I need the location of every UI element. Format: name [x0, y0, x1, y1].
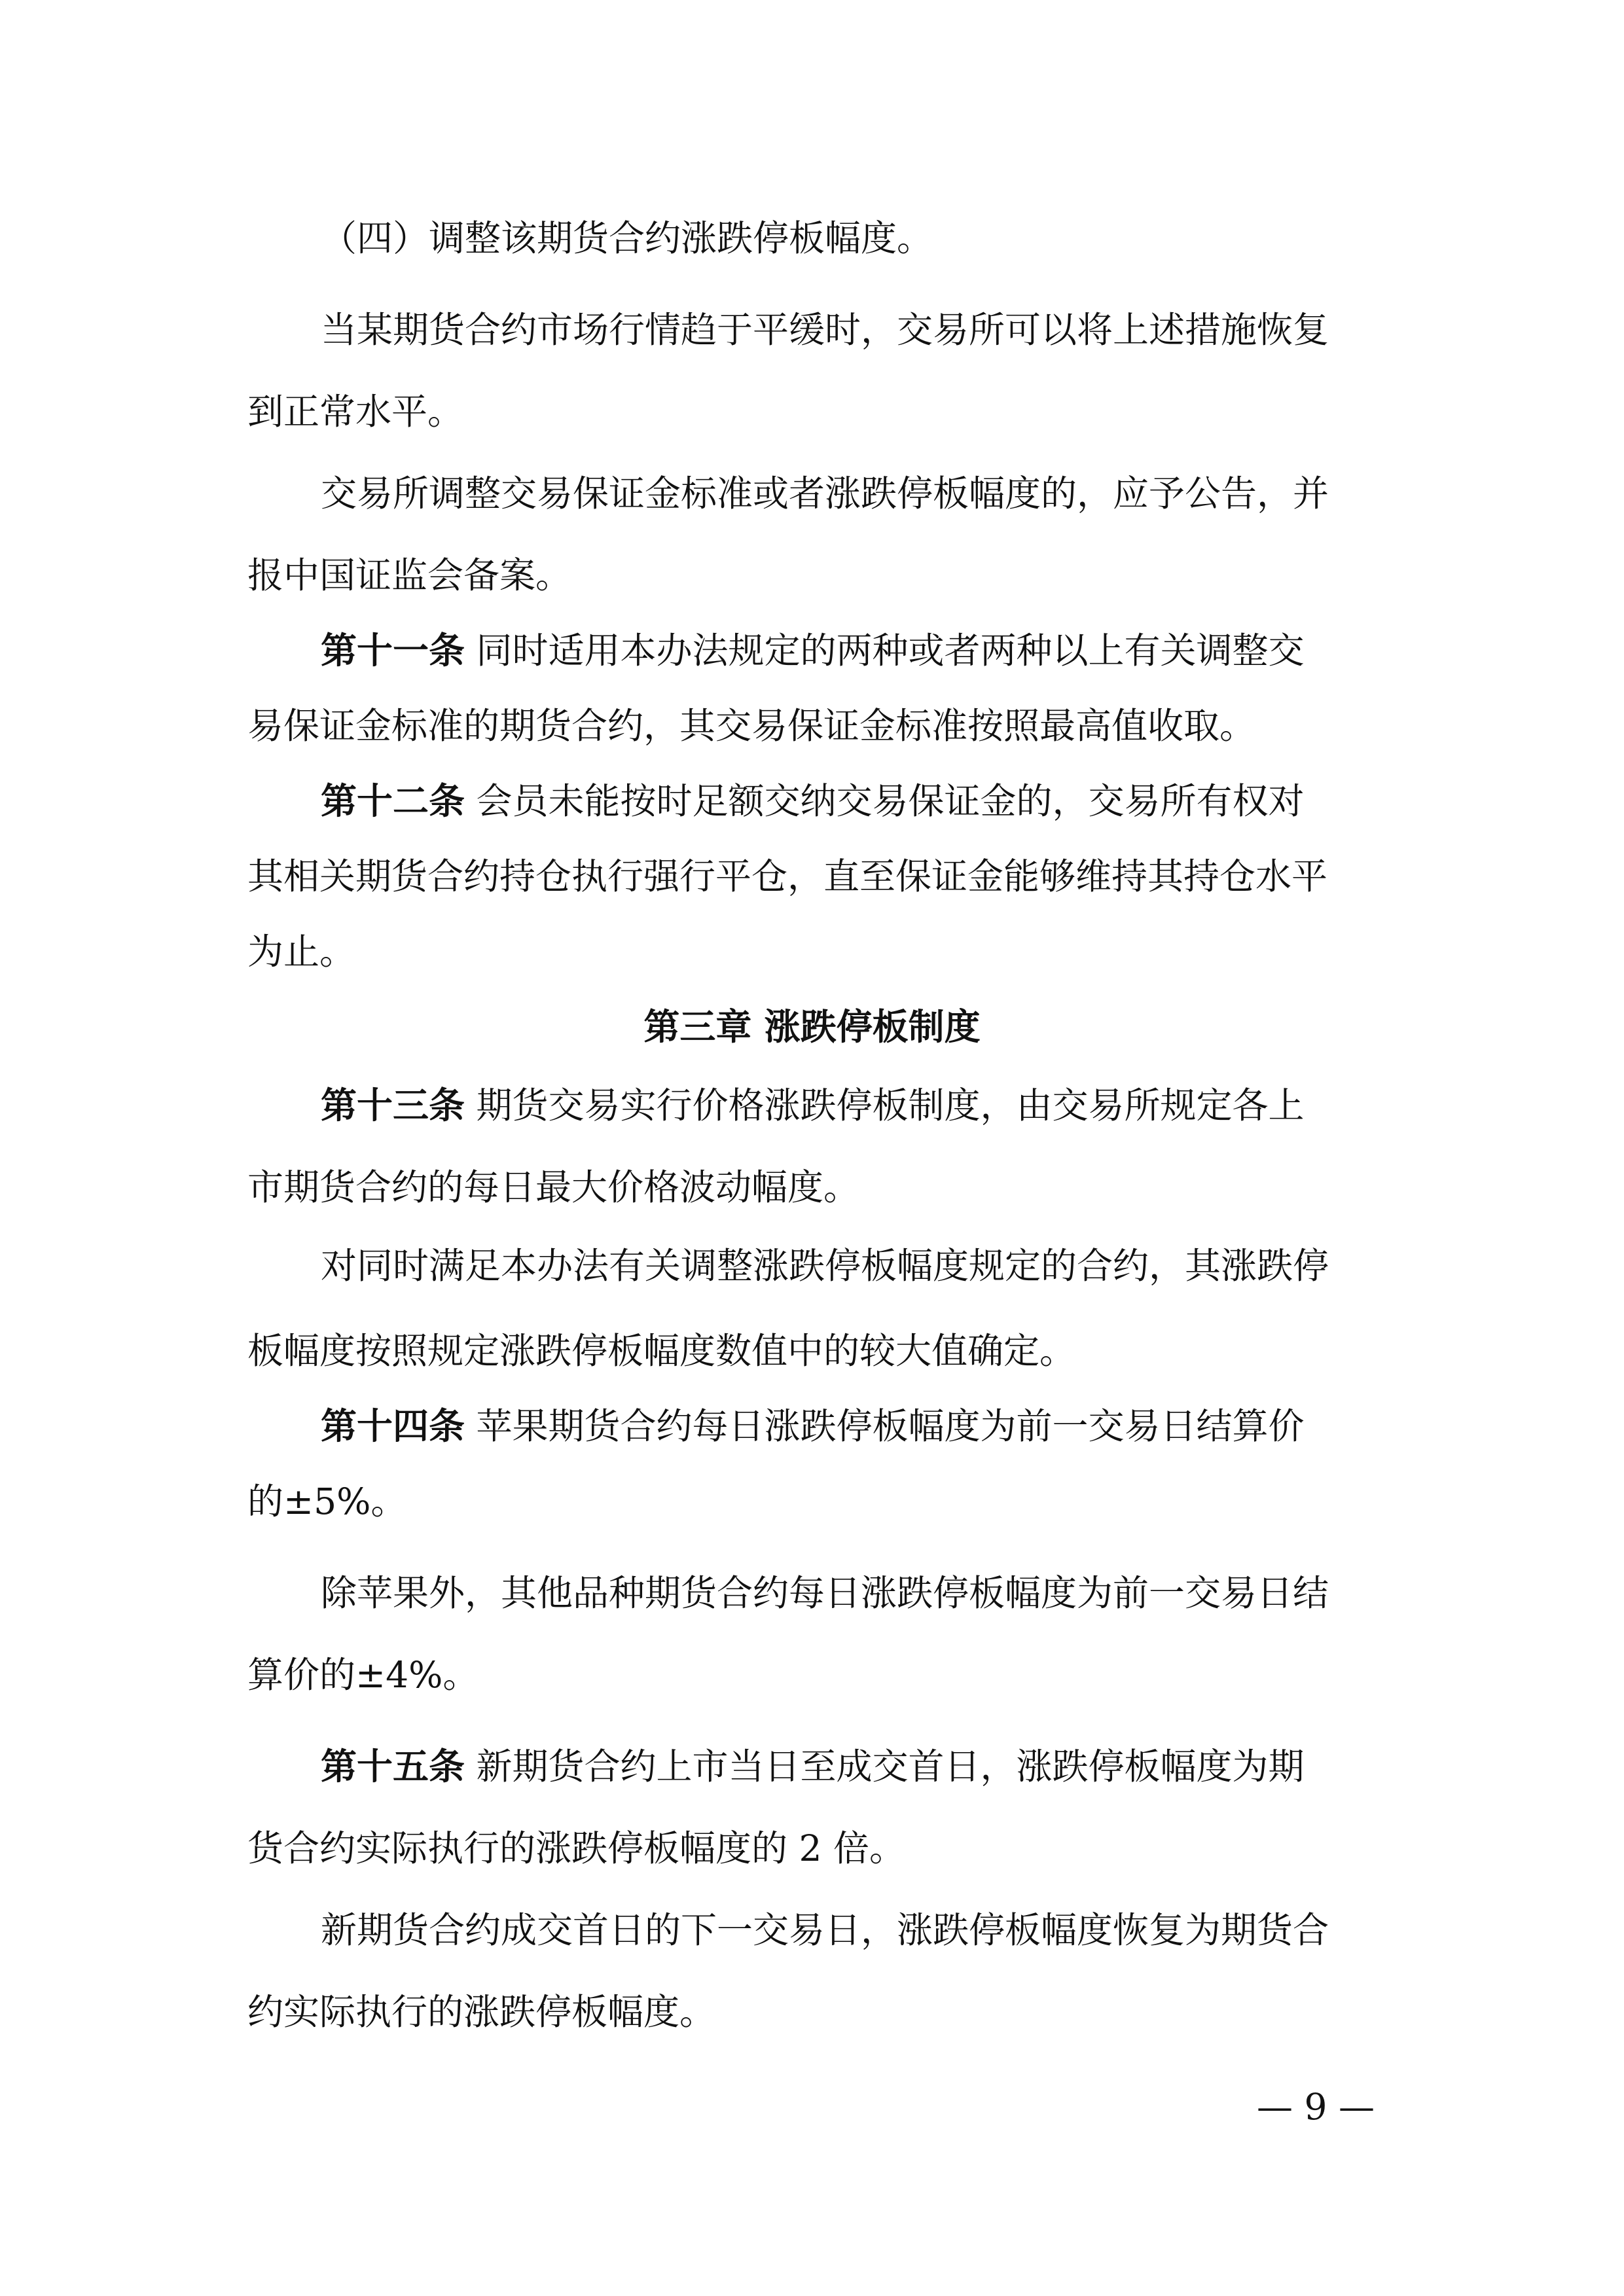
paragraph-line: 货合约实际执行的涨跌停板幅度的 2 倍。 — [247, 1827, 905, 1869]
paragraph-line: 到正常水平。 — [247, 391, 464, 433]
article-12 — [321, 776, 1373, 827]
paragraph-line: 除苹果外，其他品种期货合约每日涨跌停板幅度为前一交易日结 — [321, 1572, 1329, 1614]
chapter-heading: 第三章 涨跌停板制度 — [643, 1006, 981, 1048]
page-number: — 9 — — [1257, 2086, 1375, 2128]
article-text: 期货交易实行价格涨跌停板制度，由交易所规定各上 — [465, 1085, 1305, 1126]
article-label: 第十五条 — [321, 1746, 465, 1787]
article-13 — [321, 1080, 1373, 1131]
article-text: 会员未能按时足额交纳交易保证金的，交易所有权对 — [465, 780, 1305, 822]
paragraph-line: 对同时满足本办法有关调整涨跌停板幅度规定的合约，其涨跌停 — [321, 1245, 1329, 1287]
article-text: 同时适用本办法规定的两种或者两种以上有关调整交 — [465, 630, 1305, 672]
paragraph-line: 交易所调整交易保证金标准或者涨跌停板幅度的，应予公告，并 — [321, 473, 1329, 514]
article-text: 新期货合约上市当日至成交首日，涨跌停板幅度为期 — [465, 1746, 1305, 1787]
paragraph-line: 算价的±4%。 — [247, 1654, 479, 1696]
paragraph-line: 为止。 — [247, 931, 356, 973]
article-label: 第十二条 — [321, 780, 465, 822]
paragraph-line: 市期货合约的每日最大价格波动幅度。 — [247, 1166, 860, 1208]
paragraph-line: 报中国证监会备案。 — [247, 554, 572, 596]
article-label: 第十一条 — [321, 630, 465, 672]
paragraph-line: 约实际执行的涨跌停板幅度。 — [247, 1991, 716, 2033]
paragraph-line: 板幅度按照规定涨跌停板幅度数值中的较大值确定。 — [247, 1330, 1076, 1372]
paragraph-item-4: （四）调整该期货合约涨跌停板幅度。 — [321, 217, 933, 259]
article-text: 苹果期货合约每日涨跌停板幅度为前一交易日结算价 — [465, 1405, 1305, 1447]
paragraph-line: 当某期货合约市场行情趋于平缓时，交易所可以将上述措施恢复 — [321, 309, 1329, 351]
paragraph-line: 的±5%。 — [247, 1480, 407, 1522]
article-14 — [321, 1401, 1373, 1452]
article-label: 第十三条 — [321, 1085, 465, 1126]
article-11 — [321, 625, 1373, 676]
paragraph-line: 其相关期货合约持仓执行强行平仓，直至保证金能够维持其持仓水平 — [247, 855, 1328, 897]
article-15 — [321, 1741, 1373, 1792]
article-label: 第十四条 — [321, 1405, 465, 1447]
paragraph-line: 新期货合约成交首日的下一交易日，涨跌停板幅度恢复为期货合 — [321, 1909, 1329, 1951]
paragraph-line: 易保证金标准的期货合约，其交易保证金标准按照最高值收取。 — [247, 705, 1256, 747]
